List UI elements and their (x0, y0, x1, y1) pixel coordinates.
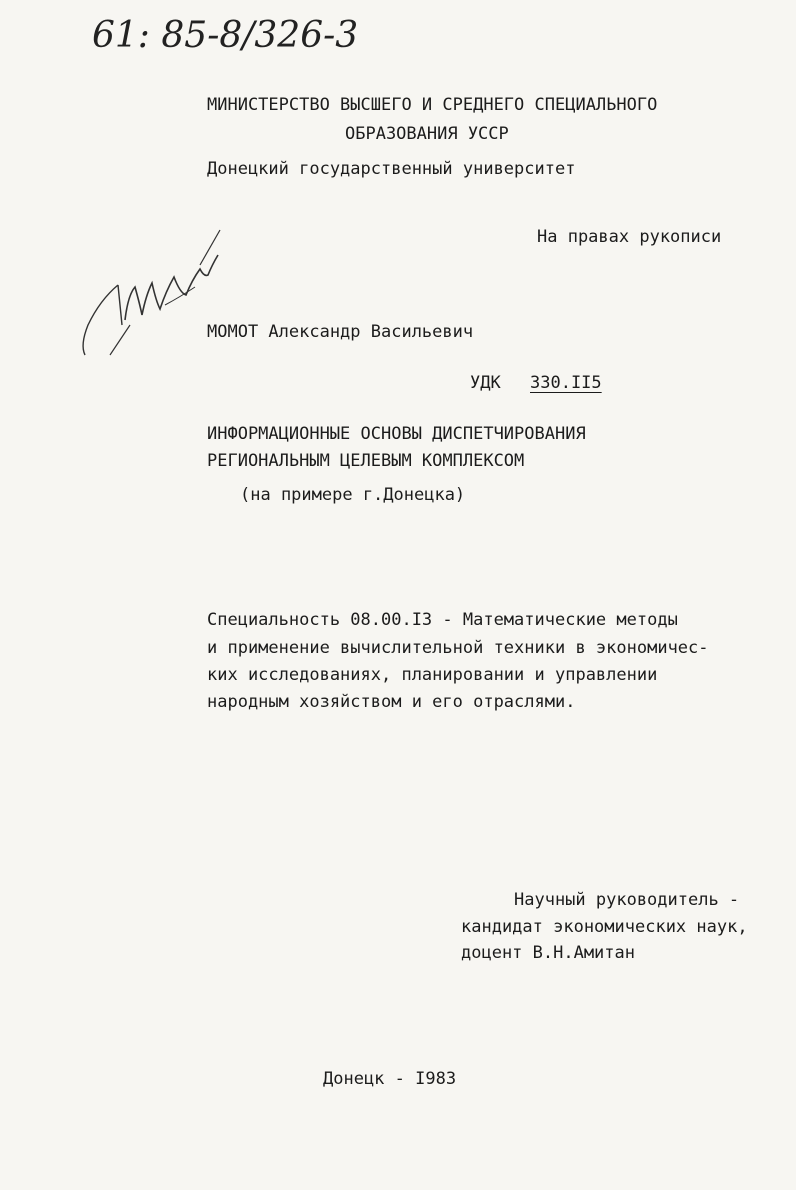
archive-code: 61: 85-8/326-3 (92, 15, 359, 56)
udk-number: 330.II5 (530, 373, 602, 393)
udk-label: УДК (470, 373, 501, 393)
supervisor-line-1: Научный руководитель - (514, 890, 740, 910)
supervisor-line-3: доцент В.Н.Амитан (461, 943, 635, 963)
specialty-line-2: и применение вычислительной техники в экономичес- (207, 638, 709, 658)
specialty-line-1: Специальность 08.00.I3 - Математические методы (207, 610, 678, 630)
specialty-line-3: ких исследованиях, планировании и управлении (207, 665, 658, 685)
ministry-line-2: ОБРАЗОВАНИЯ УССР (345, 124, 509, 144)
title-line-2: РЕГИОНАЛЬНЫМ ЦЕЛЕВЫМ КОМПЛЕКСОМ (207, 451, 525, 471)
title-subtitle: (на примере г.Донецка) (240, 485, 466, 505)
footer-city-year: Донецк - I983 (323, 1069, 457, 1089)
supervisor-line-2: кандидат экономических наук, (461, 917, 748, 937)
university-name: Донецкий государственный университет (207, 159, 576, 179)
rights-note: На правах рукописи (537, 227, 722, 247)
author-name: МОМОТ Александр Васильевич (207, 322, 474, 342)
title-line-1: ИНФОРМАЦИОННЫЕ ОСНОВЫ ДИСПЕТЧИРОВАНИЯ (207, 424, 586, 444)
ministry-line-1: МИНИСТЕРСТВО ВЫСШЕГО И СРЕДНЕГО СПЕЦИАЛЬНОГО (207, 95, 658, 115)
specialty-line-4: народным хозяйством и его отраслями. (207, 692, 576, 712)
signature (70, 225, 230, 365)
